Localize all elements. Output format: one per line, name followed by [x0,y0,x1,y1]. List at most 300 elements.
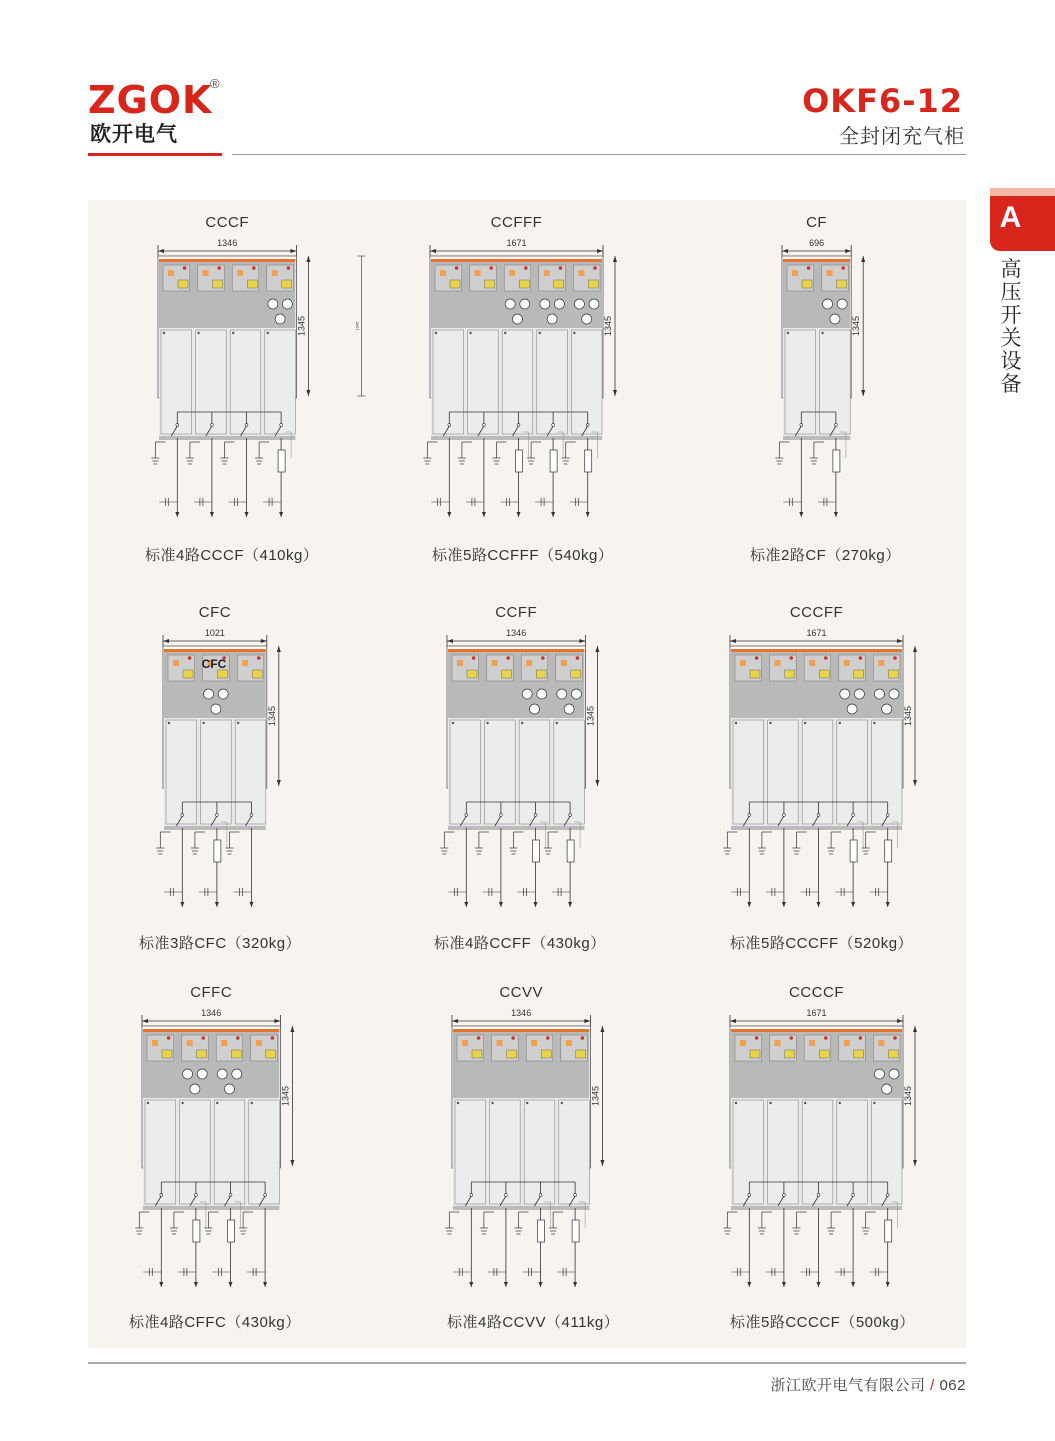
door-bolt [787,332,789,334]
unit-caption: 标准4路CFFC（430kg） [129,1314,301,1331]
door-bolt [521,722,523,724]
status-lamp [893,1036,897,1040]
terminal [852,814,855,817]
terminal [160,1194,163,1197]
cable-door [145,1100,176,1204]
cable-door [455,1100,486,1204]
dimension-arrow [430,249,436,253]
dimension-arrow [782,249,788,253]
switch-symbol [888,670,898,678]
dimension-arrow [913,780,917,786]
fuse-knob [557,689,567,699]
terminal [264,1194,267,1197]
fuse-knob [268,299,278,309]
switch-symbol [571,670,581,678]
page-number: 062 [939,1377,966,1394]
fuse-knob [574,299,584,309]
status-lamp [755,1036,759,1040]
unit-title: CCCCF [789,984,844,1001]
switch-symbol [519,280,529,288]
cable-door [249,1100,280,1204]
terminal [748,814,751,817]
fuse-symbol [585,450,592,472]
door-bolt [573,332,575,334]
terminal [586,424,589,427]
product-model: OKF6-12 [802,82,963,120]
status-lamp [593,266,597,270]
dimension-arrow [595,646,599,652]
dimension-arrow [897,639,903,643]
switch-symbol [231,1050,241,1058]
outgoing-arrow [568,902,572,907]
status-lamp [789,1036,793,1040]
status-lamp [893,656,897,660]
door-bolt [452,722,454,724]
switch-symbol [837,280,847,288]
terminal [483,424,486,427]
unit-caption: 标准3路CFC（320kg） [139,935,302,952]
switch-symbol [197,1050,207,1058]
outgoing-arrow [886,902,890,907]
switch-symbol [802,280,812,288]
switch-symbol [507,1050,517,1058]
status-lamp [472,656,476,660]
door-bolt [839,722,841,724]
switch-symbol [472,1050,482,1058]
unit-drawing [452,984,630,1294]
unit-caption: 标准5路CCFFF（540kg） [432,547,614,564]
cable-door [871,720,902,824]
switch-symbol [282,280,292,288]
outgoing-arrow [782,902,786,907]
dimension-arrow [600,1026,604,1032]
indicator [531,1040,537,1046]
indicator [878,1040,884,1046]
unit-title: CCFFF [490,214,543,231]
cable-door [502,330,533,434]
status-lamp [477,1036,481,1040]
dimension-arrow [730,1019,736,1023]
cable-door [201,720,232,824]
indicator [152,1040,158,1046]
cable-door [768,1100,799,1204]
fuse-knob [197,1069,207,1079]
status-lamp [859,656,863,660]
outgoing-arrow [250,902,254,907]
switch-symbol [854,1050,864,1058]
status-lamp [841,266,845,270]
unit-title: CCCF [205,214,250,231]
dimension-arrow [290,249,296,253]
brand-name: ZGOK [88,78,213,122]
fuse-knob [505,299,515,309]
cable-door [230,330,261,434]
indicator [561,660,567,666]
switch-symbol [485,280,495,288]
busbar-strip [431,259,602,262]
footer [770,1374,966,1395]
cable-door [785,330,816,434]
dimension-arrow [613,390,617,396]
height-label: 1345 [280,1085,291,1107]
switch-symbol [588,280,598,288]
door-bolt [469,332,471,334]
terminal [886,814,889,817]
cabinet-base [453,1206,589,1210]
outgoing-arrow [263,1282,267,1287]
cabinet-base [159,436,295,440]
fuse-knob [889,1069,899,1079]
status-lamp [183,266,187,270]
width-label: 1346 [201,1008,222,1018]
terminal [195,1194,198,1197]
switch-symbol [819,1050,829,1058]
fuse-knob [847,704,857,714]
status-lamp [581,1036,585,1040]
outgoing-arrow [504,1282,508,1287]
width-label: 1346 [506,628,527,638]
outgoing-arrow [834,512,838,517]
terminal [800,424,803,427]
cable-door [265,330,296,434]
section-tab [990,188,1055,251]
outgoing-arrow [447,512,451,517]
fuse-knob [513,314,523,324]
width-label: 1346 [217,238,238,248]
fuse-symbol [533,840,540,862]
fuse-knob [204,689,214,699]
status-lamp [576,656,580,660]
cable-door [733,1100,764,1204]
status-lamp [201,1036,205,1040]
width-label: 1671 [806,628,827,638]
busbar-strip [783,259,850,262]
fuse-knob [837,299,847,309]
unit-caption: 标准4路CCCF（410kg） [145,547,319,564]
unit-title: CFFC [190,984,233,1001]
dimension-arrow [595,780,599,786]
dimension-arrow [306,390,310,396]
cable-door [180,1100,211,1204]
fuse-knob [520,299,530,309]
dimension-arrow [913,1026,917,1032]
indicator [844,1040,850,1046]
unit-drawing [447,604,625,914]
fuse-knob [282,299,292,309]
outgoing-arrow [539,1282,543,1287]
door-bolt [486,722,488,724]
terminal [539,1194,542,1197]
fuse-symbol [228,1220,235,1242]
indicator [237,270,243,276]
status-lamp [506,656,510,660]
indicator [544,270,550,276]
unit-title: CFC [198,604,232,621]
outgoing-arrow [159,1282,163,1287]
cabinet-base [783,436,850,440]
fuse-knob [571,689,581,699]
terminal [817,814,820,817]
indicator [475,270,481,276]
indicator [256,1040,262,1046]
unit-drawing [782,214,891,524]
busbar-strip [731,1029,902,1032]
indicator [740,660,746,666]
busbar-strip [731,649,902,652]
door-bolt [821,332,823,334]
fuse-symbol [885,1220,892,1242]
busbar-strip [143,1029,279,1032]
terminal [211,424,214,427]
cable-door [485,720,516,824]
indicator [173,660,179,666]
switch-symbol [785,1050,795,1058]
fuse-symbol [278,450,285,472]
switch-symbol [554,280,564,288]
section-label: 高压开关设备 [1000,257,1022,396]
outgoing-arrow [194,1282,198,1287]
switch-symbol [183,670,193,678]
dimension-arrow [730,639,736,643]
outgoing-arrow [817,1282,821,1287]
indicator [809,660,815,666]
registered-mark: ® [210,76,220,91]
dimension-arrow [861,256,865,262]
unit-caption: 标准5路CCCFF（520kg） [730,935,914,952]
door-bolt [769,1102,771,1104]
outgoing-arrow [747,1282,751,1287]
switch-symbol [218,670,228,678]
switch-symbol [750,1050,760,1058]
dimension-arrow [613,256,617,262]
height-label: 1345 [903,705,913,727]
width-label: 1671 [806,1008,827,1018]
door-bolt [216,1102,218,1104]
terminal [245,424,248,427]
cable-door [196,330,227,434]
door-bolt [735,722,737,724]
cable-door [490,1100,521,1204]
fuse-knob [211,704,221,714]
outgoing-arrow [482,512,486,517]
fuse-knob [554,299,564,309]
busbar-strip [164,649,266,652]
cable-door [802,720,833,824]
switch-symbol [576,1050,586,1058]
outgoing-arrow [175,512,179,517]
height-label: 1345 [585,705,596,727]
indicator [740,1040,746,1046]
fuse-knob [564,704,574,714]
unit-title: CCVV [499,984,544,1001]
door-bolt [232,332,234,334]
unit-title: CCCFF [789,604,844,621]
door-bolt [457,1102,459,1104]
switch-symbol [854,670,864,678]
cabinet-base [731,826,902,830]
fuse-knob [537,689,547,699]
door-bolt [251,1102,253,1104]
indicator [187,1040,193,1046]
indicator [440,270,446,276]
unit-caption: 标准5路CCCCF（500kg） [730,1314,915,1331]
status-lamp [807,266,811,270]
fuse-knob [882,704,892,714]
cable-door [559,1100,590,1204]
dimension-arrow [142,1019,148,1023]
switch-symbol [750,670,760,678]
height-label: 1345 [296,315,307,337]
cable-door [802,1100,833,1204]
dimension-arrow [277,780,281,786]
outgoing-arrow [210,512,214,517]
outgoing-arrow [782,1282,786,1287]
door-bolt [168,722,170,724]
dimension-arrow [163,639,169,643]
terminal [505,1194,508,1197]
switch-symbol [213,280,223,288]
terminal [517,424,520,427]
status-lamp [455,266,459,270]
terminal [569,814,572,817]
outgoing-arrow [517,512,521,517]
cable-door [571,330,602,434]
indicator [566,1040,572,1046]
door-bolt [197,332,199,334]
cable-door [537,330,568,434]
unit-drawing [163,604,307,914]
status-lamp [546,1036,550,1040]
switch-symbol [536,670,546,678]
terminal [176,424,179,427]
terminal [216,814,219,817]
terminal [500,814,503,817]
fuse-knob [582,314,592,324]
fuse-knob [232,1069,242,1079]
status-lamp [559,266,563,270]
terminal [280,424,283,427]
section-letter: A [999,201,1022,234]
indicator [775,1040,781,1046]
fuse-knob [874,1069,884,1079]
dimension-arrow [447,639,453,643]
height-label: 1345 [903,1085,913,1107]
status-lamp [824,1036,828,1040]
indicator [792,270,798,276]
fuse-knob [218,689,228,699]
switch-symbol [785,670,795,678]
dimension-arrow [274,1019,280,1023]
busbar-strip [453,1029,589,1032]
section-tab-accent [990,188,1055,196]
outgoing-arrow [799,512,803,517]
reference-label: 1345 [354,321,360,331]
status-lamp [541,656,545,660]
indicator [509,270,515,276]
status-lamp [859,1036,863,1040]
cable-door [837,720,868,824]
width-label: 696 [809,238,825,248]
indicator [497,1040,503,1046]
indicator [221,1040,227,1046]
switch-symbol [252,670,262,678]
outgoing-arrow [817,902,821,907]
cable-door [468,330,499,434]
cable-door [214,1100,245,1204]
status-lamp [217,266,221,270]
indicator [526,660,532,666]
door-bolt [267,332,269,334]
outgoing-arrow [886,1282,890,1287]
overlay-label: CFC [201,657,227,671]
dimension-arrow [913,1160,917,1166]
door-bolt [237,722,239,724]
fuse-symbol [538,1220,545,1242]
terminal [783,1194,786,1197]
height-label: 1345 [266,705,277,727]
terminal [817,1194,820,1197]
indicator [878,660,884,666]
cable-door [820,330,851,434]
door-bolt [163,332,165,334]
busbar-strip [448,649,584,652]
dimension-arrow [290,1026,294,1032]
indicator [462,1040,468,1046]
dimension-arrow [584,1019,590,1023]
status-lamp [257,656,261,660]
switch-symbol [266,1050,276,1058]
indicator [827,270,833,276]
brand-subtitle: 欧开电气 [90,122,178,146]
cable-door [871,1100,902,1204]
height-label: 1345 [851,315,862,337]
cable-door [519,720,550,824]
cable-door [837,1100,868,1204]
status-lamp [188,656,192,660]
status-lamp [489,266,493,270]
cable-door [235,720,266,824]
door-bolt [561,1102,563,1104]
indicator [809,1040,815,1046]
busbar-strip [159,259,295,262]
section-tab-box [990,196,1055,251]
door-bolt [147,1102,149,1104]
outgoing-arrow [499,902,503,907]
outgoing-arrow [851,1282,855,1287]
footer-separator: / [930,1377,935,1394]
fuse-knob [547,314,557,324]
fuse-symbol [214,840,221,862]
door-bolt [839,1102,841,1104]
company-name: 浙江欧开电气有限公司 [770,1377,926,1394]
terminal [181,814,184,817]
fuse-knob [840,689,850,699]
fuse-knob [540,299,550,309]
fuse-knob [874,689,884,699]
door-bolt [504,332,506,334]
cabinet-base [731,1206,902,1210]
dimension-arrow [597,249,603,253]
cable-door [166,720,197,824]
door-bolt [769,722,771,724]
cable-door [524,1100,555,1204]
terminal [534,814,537,817]
cable-door [554,720,585,824]
fuse-knob [882,1084,892,1094]
fuse-knob [190,1084,200,1094]
dimension-arrow [306,256,310,262]
cabinet-base [448,826,584,830]
